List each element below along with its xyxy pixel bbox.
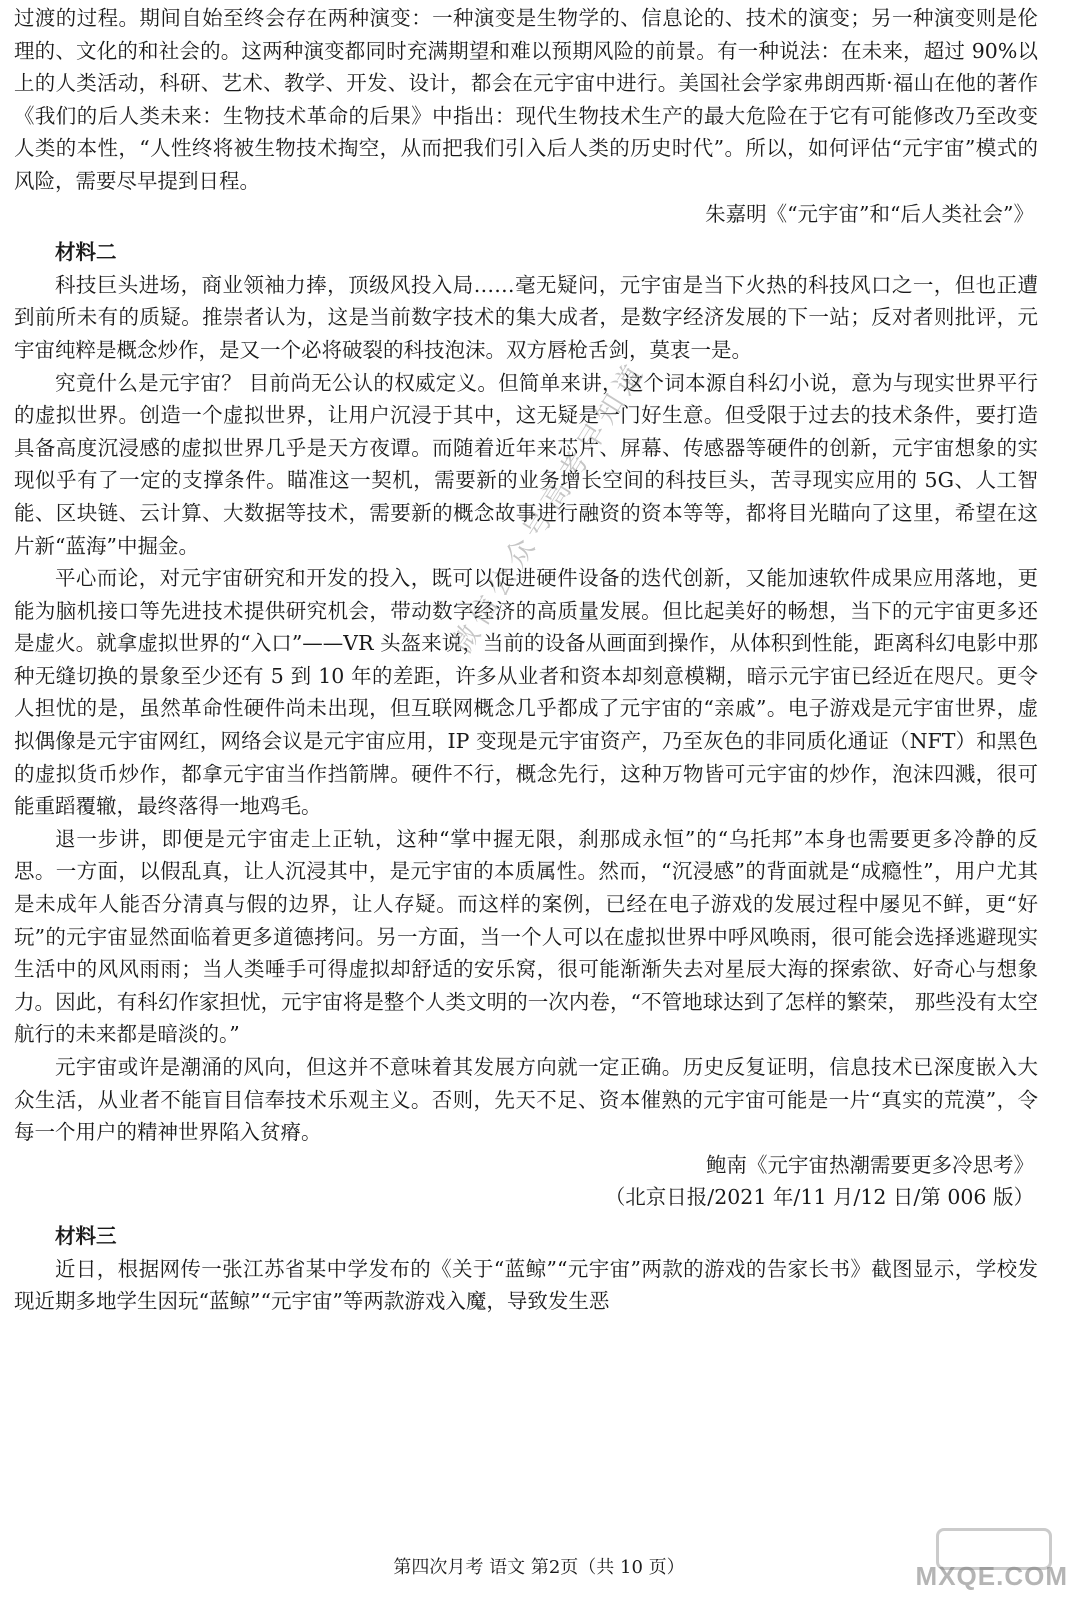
document-page — [14, 2, 1038, 1318]
source-citation-2-author: 鲍南《元宇宙热潮需要更多冷思考》 — [706, 1152, 1034, 1177]
intro-paragraph: 过渡的过程。期间自始至终会存在两种演变：一种演变是生物学的、信息论的、技术的演变；另一种演变则是伦理的、文化的和社会的。这两种演变都同时充满期望和难以预期风险的前景。有一种说法：在未来，超过 90%以上的人类活动，科研、艺术、教学、开发、设计，都会在元宇宙中进行。美国社会学家弗朗西斯·福山在他的著作《我们的后人类未来：生物技术革命的后果》中指出：现代生物技术生产的最大危险在于它有可能修改乃至改变人类的本性，“人性终将被生物技术掏空，从而把我们引入后人类的历史时代”。所以，如何评估“元宇宙”模式的风险，需要尽早提到日程。 — [14, 6, 1038, 193]
material-2-paragraph-1: 科技巨头进场，商业领袖力捧，顶级风投入局……毫无疑问，元宇宙是当下火热的科技风口之一，但也正遭到前所未有的质疑。推崇者认为，这是当前数字技术的集大成者，是数字经济发展的下一站；反对者则批评，元宇宙纯粹是概念炒作，是又一个必将破裂的科技泡沫。双方唇枪舌剑，莫衷一是。 — [14, 272, 1038, 362]
page-footer: 第四次月考 语文 第2页（共 10 页） — [393, 1557, 685, 1578]
material-2-paragraph-5: 元宇宙或许是潮涌的风向，但这并不意味着其发展方向就一定正确。历史反复证明，信息技术已深度嵌入大众生活，从业者不能盲目信奉技术乐观主义。否则，先天不足、资本催熟的元宇宙可能是一片“真实的荒漠”，令每一个用户的精神世界陷入贫瘠。 — [14, 1055, 1038, 1145]
material-2-paragraph-4: 退一步讲，即便是元宇宙走上正轨，这种“掌中握无限，刹那成永恒”的“乌托邦”本身也需要更多冷静的反思。一方面，以假乱真，让人沉浸其中，是元宇宙的本质属性。然而，“沉浸感”的背面就是“成瘾性”，用户尤其是未成年人能否分清真与假的边界，让人存疑。而这样的案例，已经在电子游戏的发展过程中屡见不鲜，更“好玩”的元宇宙显然面临着更多道德拷问。另一方面，当一个人可以在虚拟世界中呼风唤雨，很可能会选择逃避现实生活中的风风雨雨；当人类唾手可得虚拟却舒适的安乐窝，很可能渐渐失去对星辰大海的探索欲、好奇心与想象力。因此，有科幻作家担忧，元宇宙将是整个人类文明的一次内卷，“不管地球达到了怎样的繁荣， 那些没有太空航行的未来都是暗淡的。” — [14, 826, 1038, 1047]
material-2-paragraph-3: 平心而论，对元宇宙研究和开发的投入，既可以促进硬件设备的迭代创新，又能加速软件成果应用落地，更能为脑机接口等先进技术提供研究机会，带动数字经济的高质量发展。但比起美好的畅想，当下的元宇宙更多还是虚火。就拿虚拟世界的“入口”——VR 头盔来说，当前的设备从画面到操作，从体积到性能，距离科幻电影中那种无缝切换的景象至少还有 5 到 10 年的差距，许多从业者和资本却刻意模糊，暗示元宇宙已经近在咫尺。更令人担忧的是，虽然革命性硬件尚未出现，但互联网概念几乎都成了元宇宙的“亲戚”。电子游戏是元宇宙世界，虚拟偶像是元宇宙网红，网络会议是元宇宙应用，IP 变现是元宇宙资产，乃至灰色的非同质化通证（NFT）和黑色的虚拟货币炒作，都拿元宇宙当作挡箭牌。硬件不行，概念先行，这种万物皆可元宇宙的炒作，泡沫四溅，很可能重蹈覆辙，最终落得一地鸡毛。 — [14, 566, 1038, 819]
material-3-paragraph-1: 近日，根据网传一张江苏省某中学发布的《关于“蓝鲸”“元宇宙”两款的游戏的告家长书》截图显示，学校发现近期多地学生因玩“蓝鲸”“元宇宙”等两款游戏入魔，导致发生恶 — [14, 1256, 1038, 1314]
material-2-paragraph-2: 究竟什么是元宇宙？ 目前尚无公认的权威定义。但简单来讲，这个词本源自科幻小说，意为与现实世界平行的虚拟世界。创造一个虚拟世界，让用户沉浸于其中，这无疑是一门好生意。但受限于过去的技术条件，要打造具备高度沉浸感的虚拟世界几乎是天方夜谭。而随着近年来芯片、屏幕、传感器等硬件的创新，元宇宙想象的实现似乎有了一定的支撑条件。瞄准这一契机，需要新的业务增长空间的科技巨头，苦寻现实应用的 5G、人工智能、区块链、云计算、大数据等技术，需要新的概念故事进行融资的资本等等，都将目光瞄向了这里，希望在这片新“蓝海”中掘金。 — [14, 370, 1038, 558]
logo-text: MXQE.COM — [915, 1561, 1068, 1591]
source-citation-1: 朱嘉明《“元宇宙”和“后人类社会”》 — [705, 201, 1034, 226]
watermark-text: 微信公众号高考早知道 — [444, 354, 653, 661]
source-citation-2-publication: （北京日报/2021 年/11 月/12 日/第 006 版） — [604, 1185, 1034, 1210]
material-2-heading: 材料二 — [55, 240, 117, 265]
material-3-heading: 材料三 — [55, 1223, 117, 1248]
